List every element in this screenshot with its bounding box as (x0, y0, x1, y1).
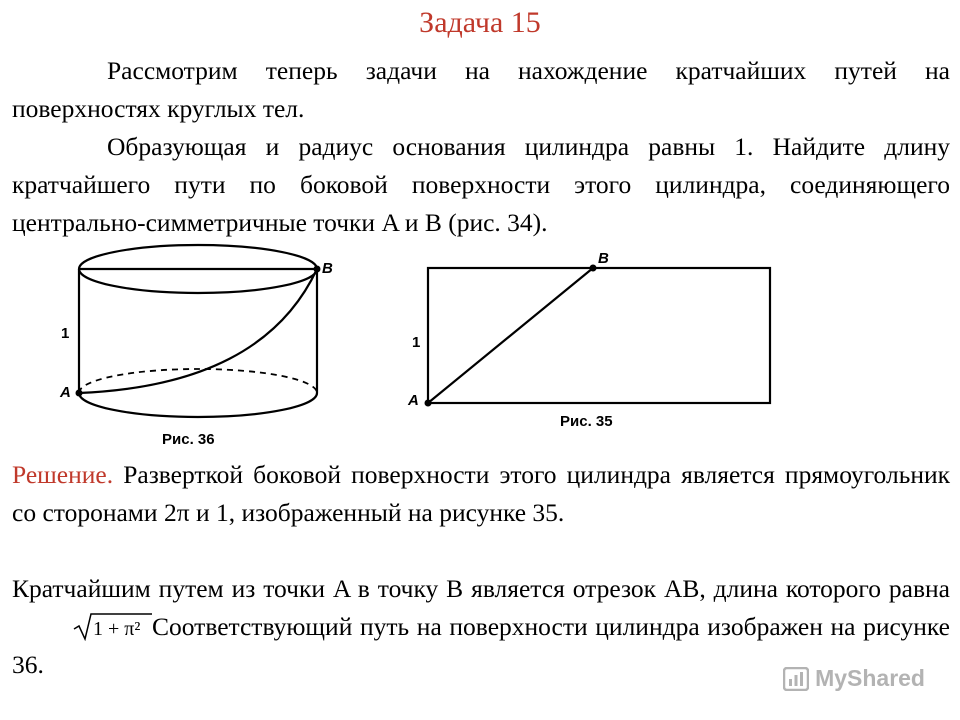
problem-text: Образующая и радиус основания цилиндра равны 1. Найдите длину кратчайшего пути по боковой поверхности этого цилиндра, соединяющего центрально-симметричные точки A и B (рис. 34). (12, 132, 950, 237)
intro-paragraph (12, 52, 950, 128)
fig35-caption: Рис. 35 (560, 413, 613, 430)
figure-35-unfolding (400, 248, 780, 438)
problem-paragraph (12, 128, 950, 242)
slide-title: Задача 15 (419, 6, 541, 39)
chart-icon (783, 667, 809, 691)
conclusion-text-after: Соответствующий путь на поверхности цилиндра изображен на рисунке 36. (12, 612, 950, 679)
figure-36-cylinder (40, 238, 340, 453)
formula-text: 1 + π² (93, 618, 141, 640)
watermark-logo (783, 665, 925, 692)
sqrt-formula (72, 611, 152, 641)
watermark-text: MyShared (815, 665, 925, 691)
solution-paragraph (12, 456, 950, 532)
fig36-label-b: B (322, 260, 333, 277)
fig35-label-a: A (408, 392, 419, 409)
fig36-caption: Рис. 36 (162, 431, 215, 448)
fig35-label-height: 1 (412, 334, 421, 351)
intro-text: Рассмотрим теперь задачи на нахождение кратчайших путей на поверхностях круглых тел. (12, 56, 950, 123)
fig36-label-a: A (60, 384, 71, 401)
fig36-label-height: 1 (61, 325, 70, 342)
solution-label: Решение. (12, 460, 114, 489)
solution-text: Разверткой боковой поверхности этого цилиндра является прямоугольник со сторонами 2π и 1, изображенный на рисунке 35. (12, 460, 950, 527)
fig35-label-b: B (598, 250, 609, 267)
conclusion-text-before: Кратчайшим путем из точки A в точку B является отрезок AB, длина которого равна (12, 574, 950, 603)
